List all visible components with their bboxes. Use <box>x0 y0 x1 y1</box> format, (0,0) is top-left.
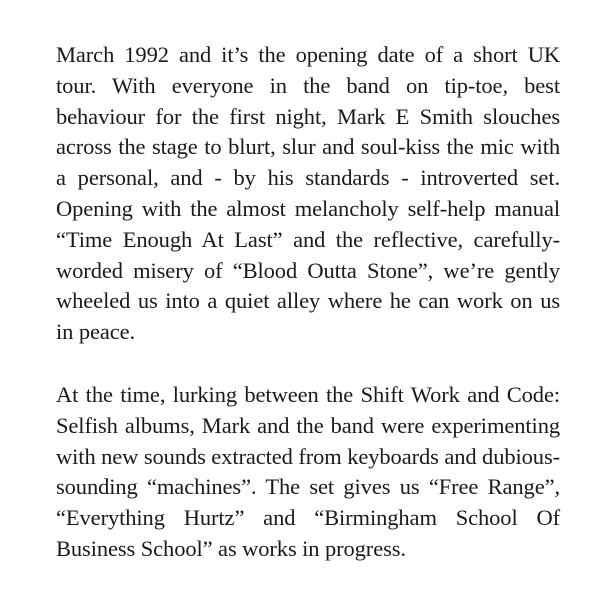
paragraph-gig-review-context: At the time, lurking between the Shift Work and Code: Selfish albums, Mark and the band were experimenting with new sounds extracted from keyboards and dubious-sounding “machines”. The set gives us “Free Range”, “Everything Hurtz” and “Birmingham School Of Business School” as works in progress. <box>56 382 560 561</box>
paragraph-gig-review-intro: March 1992 and it’s the opening date of a short UK tour. With everyone in the band on tip-toe, best behaviour for the first night, Mark E Smith slouches across the stage to blurt, slur and soul-kiss the mic with a personal, and - by his standards - introverted set. Opening with the almost melancholy self-help manual “Time Enough At Last” and the reflective, carefully-worded misery of “Blood Outta Stone”, we’re gently wheeled us into a quiet alley where he can work on us in peace. <box>56 42 560 345</box>
